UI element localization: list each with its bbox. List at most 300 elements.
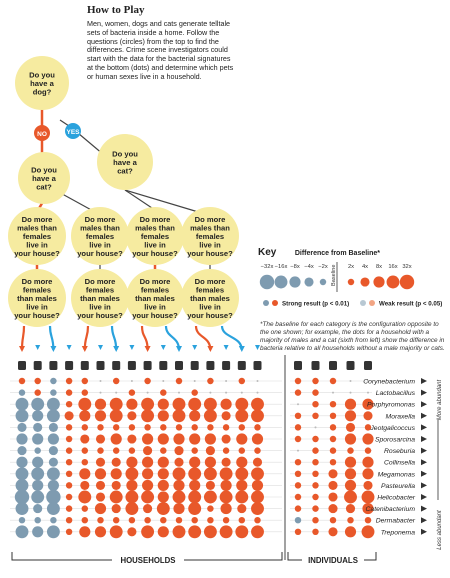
bacteria-icon xyxy=(421,401,427,407)
household-dot xyxy=(220,467,233,480)
key-weak-pos xyxy=(369,300,375,306)
small-arrowhead xyxy=(192,345,197,350)
household-dot xyxy=(95,503,106,514)
key-negative-label: −4x xyxy=(304,264,314,270)
household-dot xyxy=(257,392,259,394)
household-dot xyxy=(113,517,119,523)
question-text: than males xyxy=(190,294,230,303)
individual-dot xyxy=(363,481,372,490)
household-dot xyxy=(235,398,248,411)
household-dot xyxy=(79,468,90,479)
question-females-2 xyxy=(71,269,129,327)
household-dot xyxy=(188,398,201,411)
household-dot xyxy=(221,399,232,410)
yes-label: YES xyxy=(66,129,80,136)
row-label: Moraxella xyxy=(385,413,415,421)
household-dot xyxy=(82,505,88,511)
households-label: HOUSEHOLDS xyxy=(120,556,176,565)
question-females-4 xyxy=(181,269,239,327)
arrowhead xyxy=(113,346,119,352)
key-negative-label: −16x xyxy=(274,264,288,270)
household-dot xyxy=(113,378,119,384)
individual-dot xyxy=(295,459,301,465)
household-dot xyxy=(239,424,245,430)
individuals-label: INDIVIDUALS xyxy=(308,556,358,565)
individual-dot xyxy=(350,380,352,382)
household-dot xyxy=(32,480,43,491)
row-label: Catenibacterium xyxy=(365,506,415,514)
bacteria-icon xyxy=(421,424,427,430)
household-dot xyxy=(235,491,248,504)
question-text: females xyxy=(22,285,52,295)
individual-icon xyxy=(329,361,337,370)
household-dot xyxy=(82,447,88,453)
individual-dot xyxy=(295,471,301,477)
household-dot xyxy=(66,389,72,395)
household-dot xyxy=(160,424,166,430)
key-positive-label: 16x xyxy=(388,264,398,270)
household-icon xyxy=(175,361,183,370)
question-text: Do more xyxy=(21,214,53,224)
household-dot xyxy=(33,423,42,432)
small-arrowhead xyxy=(98,345,103,350)
key-positive-label: 8x xyxy=(375,264,383,270)
individual-dot xyxy=(328,504,337,513)
individual-dot xyxy=(330,447,336,453)
household-dot xyxy=(252,480,263,491)
individual-dot xyxy=(347,447,353,453)
question-text: live in xyxy=(144,302,166,312)
household-dot xyxy=(207,517,213,523)
household-dot xyxy=(206,481,215,490)
household-dot xyxy=(142,468,153,479)
household-dot xyxy=(207,424,213,430)
household-dot xyxy=(127,527,136,536)
key-strong-text: Strong result (p < 0.01) xyxy=(282,300,350,308)
household-dot xyxy=(141,491,154,504)
household-dot xyxy=(223,447,229,453)
household-dot xyxy=(66,471,72,477)
individual-dot xyxy=(365,447,371,453)
household-dot xyxy=(66,494,72,500)
household-icon xyxy=(81,361,89,370)
household-dot xyxy=(131,380,133,382)
household-dot xyxy=(235,409,248,422)
household-dot xyxy=(173,433,184,444)
household-dot xyxy=(32,410,43,421)
bacteria-icon xyxy=(421,436,427,442)
household-dot xyxy=(225,380,227,382)
household-dot xyxy=(191,389,197,395)
household-dot xyxy=(79,526,90,537)
household-dot xyxy=(112,458,121,467)
household-dot xyxy=(205,433,216,444)
question-males-3 xyxy=(126,207,184,265)
household-dot xyxy=(15,490,29,504)
household-dot xyxy=(47,467,60,480)
household-dot xyxy=(125,502,138,515)
individual-dot xyxy=(328,481,337,490)
individual-icon xyxy=(364,361,372,370)
household-dot xyxy=(66,505,72,511)
question-text: live in xyxy=(199,302,221,312)
individual-dot xyxy=(297,450,299,452)
household-dot xyxy=(50,378,56,384)
question-text: have a xyxy=(113,158,137,167)
question-text: have a xyxy=(32,174,56,183)
household-dot xyxy=(16,525,29,538)
household-dot xyxy=(82,517,88,523)
key-baseline-label: Baseline xyxy=(331,264,337,286)
household-dot xyxy=(50,517,56,523)
question-text: than males xyxy=(80,294,120,303)
household-dot xyxy=(66,436,72,442)
household-dot xyxy=(236,457,247,468)
key-weak-text: Weak result (p < 0.05) xyxy=(379,300,443,308)
question-dog xyxy=(15,56,69,110)
household-dot xyxy=(19,517,25,523)
question-text: live in xyxy=(26,240,48,250)
household-dot xyxy=(66,459,72,465)
household-dot xyxy=(113,447,119,453)
household-dot xyxy=(34,447,40,453)
household-icon xyxy=(222,361,230,370)
key-negative-dot xyxy=(320,279,326,285)
less-abundant-label: Less abundant xyxy=(437,510,443,550)
arrowhead xyxy=(82,346,88,352)
key-negative-label: −32x xyxy=(260,264,274,270)
individual-dot xyxy=(312,471,318,477)
individual-dot xyxy=(362,433,373,444)
individual-dot xyxy=(330,436,336,442)
household-dot xyxy=(158,526,169,537)
household-dot xyxy=(16,457,27,468)
individual-dot xyxy=(295,436,301,442)
key-positive-dot xyxy=(387,276,400,289)
household-dot xyxy=(16,433,27,444)
household-dot xyxy=(129,389,135,395)
question-text: males than xyxy=(17,223,57,233)
question-text: Do more xyxy=(139,214,171,224)
question-text: females xyxy=(85,232,115,241)
individual-dot xyxy=(345,399,356,410)
household-dot xyxy=(96,434,105,443)
household-dot xyxy=(78,491,91,504)
household-dot xyxy=(47,409,60,422)
question-text: your house? xyxy=(14,249,60,259)
question-text: your house? xyxy=(132,249,178,259)
household-dot xyxy=(235,467,248,480)
household-dot xyxy=(125,467,138,480)
question-text: have a xyxy=(30,79,54,88)
household-dot xyxy=(31,467,44,480)
household-dot xyxy=(129,517,135,523)
small-arrowhead xyxy=(161,345,166,350)
household-dot xyxy=(189,410,200,421)
key-positive-label: 2x xyxy=(347,264,355,270)
household-dot xyxy=(222,411,231,420)
question-text: live in xyxy=(199,240,221,250)
household-dot xyxy=(252,433,263,444)
household-dot xyxy=(206,446,215,455)
question-text: Do you xyxy=(29,70,55,80)
question-text: Do you xyxy=(31,165,57,175)
row-label: Collinsella xyxy=(384,459,415,467)
household-dot xyxy=(82,424,88,430)
question-text: females xyxy=(140,232,170,241)
individual-dot xyxy=(297,403,299,405)
individual-dot xyxy=(295,389,301,395)
key-footnote: *The baseline for each category is the configuration opposite to the one shown; for example, the dots for a household with a majority of males and a cat (sixth from left) show the difference in bacteria relative to all households without a male majority or cats. xyxy=(260,321,445,352)
individual-dot xyxy=(295,494,301,500)
household-dot xyxy=(251,409,264,422)
question-text: females xyxy=(85,285,115,295)
household-dot xyxy=(129,447,135,453)
question-text: females xyxy=(22,232,52,241)
household-dot xyxy=(188,491,201,504)
household-dot xyxy=(49,423,58,432)
household-dot xyxy=(191,447,197,453)
household-dot xyxy=(127,434,136,443)
no-label: NO xyxy=(37,131,47,138)
household-dot xyxy=(191,517,197,523)
household-dot xyxy=(111,433,122,444)
individual-dot xyxy=(312,494,318,500)
household-dot xyxy=(110,409,123,422)
household-dot xyxy=(82,389,88,395)
household-dot xyxy=(221,480,232,491)
household-dot xyxy=(66,517,72,523)
question-text: males than xyxy=(190,223,230,233)
household-icon xyxy=(112,361,120,370)
question-text: live in xyxy=(89,240,111,250)
household-dot xyxy=(158,457,169,468)
household-dot xyxy=(79,410,90,421)
bacteria-icon xyxy=(421,517,427,523)
household-dot xyxy=(173,398,186,411)
household-dot xyxy=(254,424,260,430)
individual-dot xyxy=(328,492,337,501)
household-dot xyxy=(160,389,166,395)
household-dot xyxy=(16,467,29,480)
key-negative-dot xyxy=(304,277,313,286)
household-dot xyxy=(173,503,184,514)
arrowhead xyxy=(239,346,245,352)
household-dot xyxy=(32,526,43,537)
household-dot xyxy=(95,399,106,410)
bacteria-icon xyxy=(421,506,427,512)
household-dot xyxy=(32,457,43,468)
question-text: males than xyxy=(80,223,120,233)
bacteria-icon xyxy=(421,390,427,396)
household-dot xyxy=(95,468,106,479)
bacteria-icon xyxy=(421,378,427,384)
household-dot xyxy=(204,467,217,480)
household-dot xyxy=(33,504,42,513)
question-text: than males xyxy=(135,294,175,303)
small-arrowhead xyxy=(35,345,40,350)
household-dot xyxy=(209,392,211,394)
question-females-1 xyxy=(8,269,66,327)
household-dot xyxy=(110,491,123,504)
household-dot xyxy=(173,409,186,422)
individual-dot xyxy=(330,424,336,430)
individual-dot xyxy=(295,482,301,488)
household-dot xyxy=(194,380,196,382)
household-dot xyxy=(207,378,213,384)
household-icon xyxy=(254,361,262,370)
arrowhead xyxy=(50,346,56,352)
household-dot xyxy=(16,502,29,515)
individual-icon xyxy=(312,361,320,370)
household-dot xyxy=(176,517,182,523)
household-dot xyxy=(97,424,103,430)
household-dot xyxy=(254,447,260,453)
household-dot xyxy=(254,517,260,523)
household-dot xyxy=(125,491,138,504)
household-dot xyxy=(96,481,105,490)
household-dot xyxy=(160,447,166,453)
individual-dot xyxy=(365,517,371,523)
household-dot xyxy=(19,378,25,384)
household-dot xyxy=(158,468,169,479)
household-dot xyxy=(31,491,44,504)
household-dot xyxy=(111,468,122,479)
small-arrowhead xyxy=(129,345,134,350)
household-dot xyxy=(48,433,59,444)
question-text: dog? xyxy=(32,87,52,97)
household-dot xyxy=(112,481,121,490)
household-dot xyxy=(251,467,264,480)
individual-dot xyxy=(362,525,375,538)
key-positive-dot xyxy=(400,275,414,289)
household-dot xyxy=(158,433,169,444)
household-dot xyxy=(127,411,136,420)
question-text: females xyxy=(140,285,170,295)
question-text: your house? xyxy=(14,311,60,321)
household-dot xyxy=(66,482,72,488)
household-dot xyxy=(143,446,152,455)
household-dot xyxy=(176,424,182,430)
key-negative-label: −8x xyxy=(290,264,300,270)
household-dot xyxy=(66,529,72,535)
individual-dot xyxy=(328,469,337,478)
individual-dot xyxy=(312,505,318,511)
household-dot xyxy=(66,401,72,407)
household-dot xyxy=(48,480,59,491)
row-label: Lactobacillus xyxy=(375,390,415,398)
household-icon xyxy=(206,361,214,370)
household-dot xyxy=(251,398,264,411)
question-text: your house? xyxy=(77,311,123,321)
household-dot xyxy=(80,434,89,443)
bacteria-icon xyxy=(421,459,427,465)
question-text: Do more xyxy=(84,214,116,224)
household-dot xyxy=(34,389,40,395)
bacteria-icon xyxy=(421,448,427,454)
household-dot xyxy=(96,492,105,501)
household-dot xyxy=(49,458,58,467)
household-dot xyxy=(174,446,183,455)
individual-dot xyxy=(312,401,318,407)
individual-dot xyxy=(345,526,356,537)
household-dot xyxy=(82,459,88,465)
small-arrowhead xyxy=(224,345,229,350)
individual-dot xyxy=(315,426,317,428)
household-dot xyxy=(236,433,247,444)
household-dot xyxy=(158,480,169,491)
key-positive-dot xyxy=(373,276,384,287)
household-dot xyxy=(251,525,264,538)
household-icon xyxy=(97,361,105,370)
row-label: Pasteurella xyxy=(380,482,415,490)
household-dot xyxy=(144,424,150,430)
household-dot xyxy=(221,503,232,514)
household-dot xyxy=(189,457,200,468)
household-icon xyxy=(159,361,167,370)
question-text: your house? xyxy=(77,249,123,259)
household-dot xyxy=(113,424,119,430)
row-label: Roseburia xyxy=(384,448,415,456)
household-dot xyxy=(239,378,245,384)
individual-dot xyxy=(345,457,356,468)
individual-dot xyxy=(345,468,356,479)
question-text: Do more xyxy=(194,214,226,224)
key-subtitle: Difference from Baseline* xyxy=(294,250,381,257)
household-dot xyxy=(157,502,170,515)
household-icon xyxy=(65,361,73,370)
key-panel xyxy=(258,242,446,260)
question-text: live in xyxy=(89,302,111,312)
individual-dot xyxy=(312,436,318,442)
individual-dot xyxy=(330,459,336,465)
question-text: live in xyxy=(144,240,166,250)
question-text: Do more xyxy=(21,276,53,286)
individual-dot xyxy=(330,378,336,384)
household-dot xyxy=(188,502,201,515)
row-label: Sporosarcina xyxy=(374,436,415,444)
row-label: Megamonas xyxy=(377,471,415,479)
household-dot xyxy=(34,378,40,384)
household-dot xyxy=(251,491,264,504)
individual-dot xyxy=(344,491,357,504)
row-label: Treponema xyxy=(380,529,415,537)
question-text: Do more xyxy=(139,276,171,286)
individual-icon xyxy=(347,361,355,370)
key-positive-dot xyxy=(348,279,354,285)
household-dot xyxy=(188,525,201,538)
household-dot xyxy=(66,424,72,430)
individual-dot xyxy=(295,529,301,535)
household-dot xyxy=(47,398,60,411)
household-dot xyxy=(34,517,40,523)
key-negative-dot xyxy=(289,276,300,287)
household-dot xyxy=(95,526,106,537)
household-dot xyxy=(205,457,216,468)
question-text: cat? xyxy=(117,166,133,176)
household-dot xyxy=(253,458,262,467)
household-dot xyxy=(191,424,197,430)
household-dot xyxy=(235,525,248,538)
individual-dot xyxy=(295,424,301,430)
household-dot xyxy=(47,502,60,515)
household-dot xyxy=(222,458,231,467)
household-dot xyxy=(66,378,72,384)
individual-dot xyxy=(363,411,372,420)
household-dot xyxy=(126,480,137,491)
household-dot xyxy=(144,517,150,523)
household-dot xyxy=(223,424,229,430)
